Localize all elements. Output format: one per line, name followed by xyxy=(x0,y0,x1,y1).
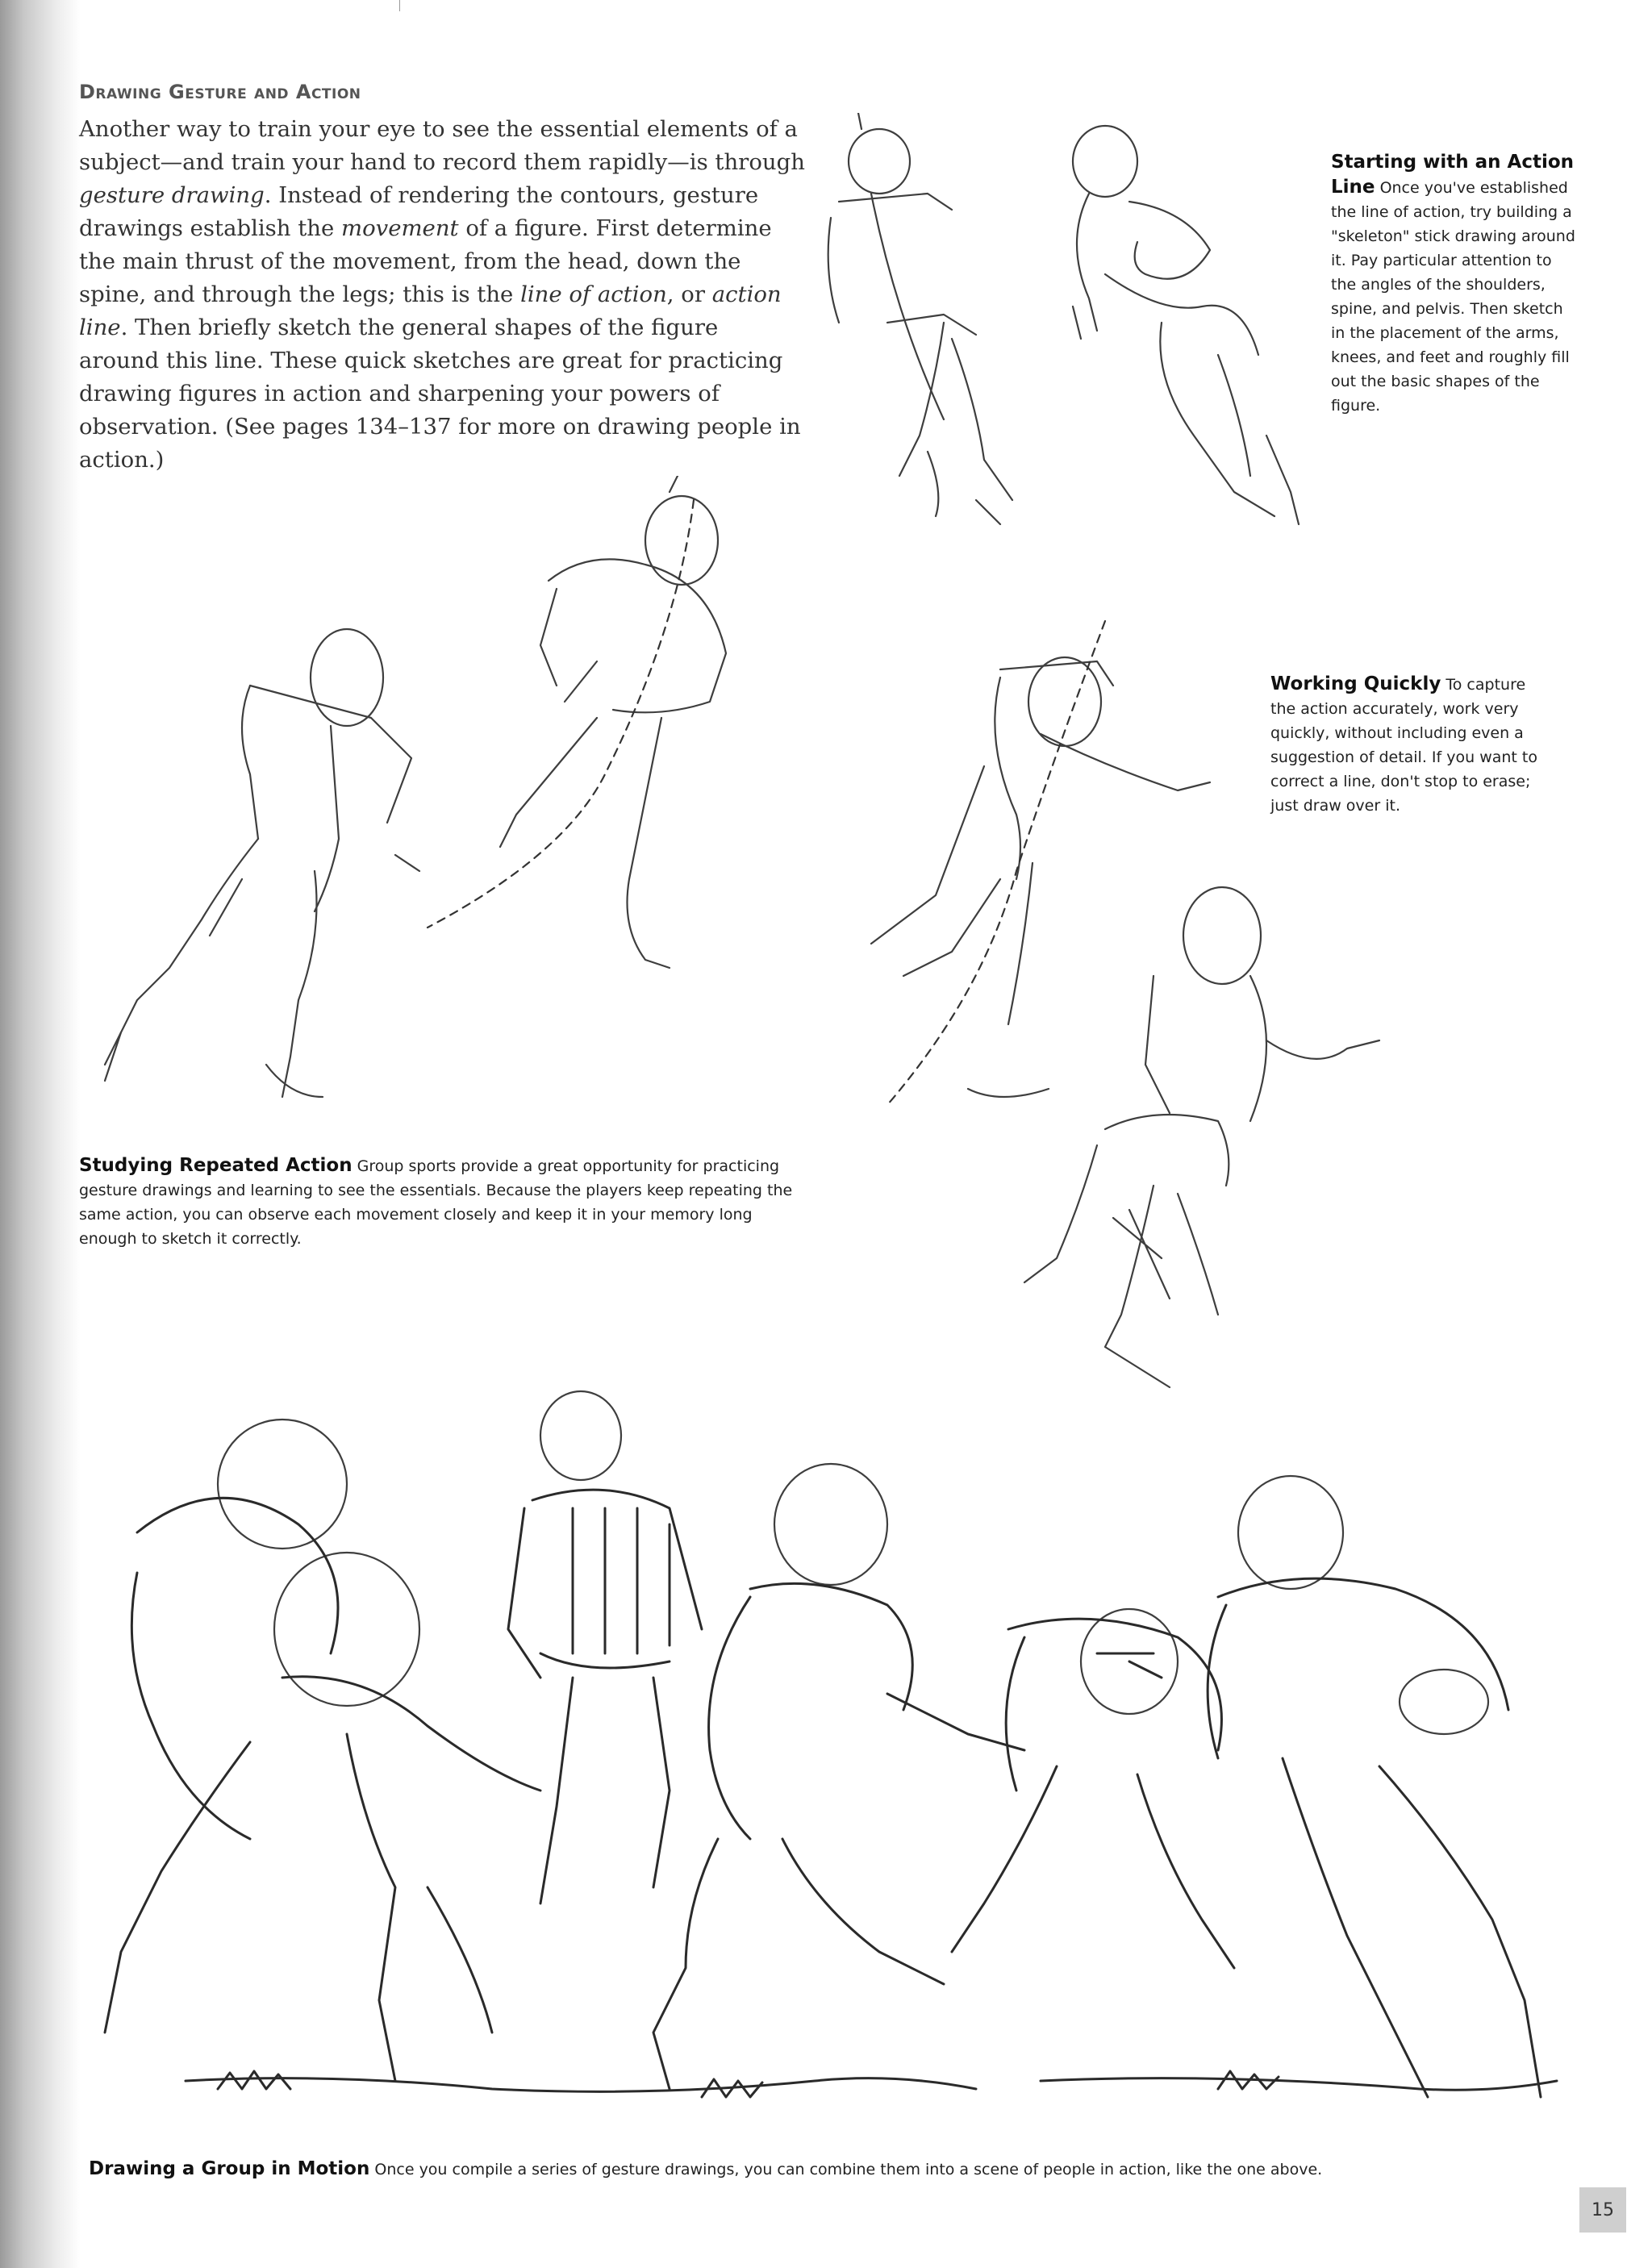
caption-group-in-motion-body: Once you compile a series of gesture drawings, you can combine them into a scene of people in action, like the one above. xyxy=(374,2161,1323,2178)
intro-text-3: of a figure. First determine the main thrust of the movement, from the head, down the spine, and through the legs; this is the xyxy=(79,215,772,307)
intro-text-2: . Instead of rendering the contours, gesture drawings establish the xyxy=(79,182,759,241)
repeated-action-line-of-action xyxy=(403,468,726,952)
intro-term-line-of-action: line of action xyxy=(520,281,667,307)
intro-text-5: . Then briefly sketch the general shapes of the figure around this line. These quick sketches are great for practicing drawing figures in action and sharpening your powers of observation. (See pages 134–137 for more on drawing people in action.) xyxy=(79,315,801,473)
caption-repeated-action-title: Studying Repeated Action xyxy=(79,1155,353,1176)
caption-action-line xyxy=(1331,150,1581,418)
action-line-stick-sketch xyxy=(823,113,1065,532)
caption-action-line-body: Once you've established the line of action, try building a "skeleton" stick drawing around it. Pay particular attention to the angles of the shoulders, spine, and pelvis. Then sketch in the placement of the arms, knees, and feet and roughly fill out the basic shapes of the figure. xyxy=(1331,179,1575,415)
group-in-motion-scene-illustration xyxy=(89,1387,1565,2145)
crop-mark xyxy=(399,0,400,11)
intro-term-movement: movement xyxy=(341,215,459,241)
section-heading: Drawing Gesture and Action xyxy=(79,81,361,103)
page-number: 15 xyxy=(1579,2187,1626,2233)
intro-text-1: Another way to train your eye to see the essential elements of a subject—and train your hand to record them rapidly—is through xyxy=(79,116,805,175)
action-line-figure-sketch xyxy=(1057,113,1323,532)
caption-repeated-action-body: Group sports provide a great opportunity for practicing gesture drawings and learning to see the essentials. Because the players keep repeating the same action, you can observe each movement closely and keep it in your memory long enough to sketch it correctly. xyxy=(79,1157,793,1248)
page-gutter-shadow xyxy=(0,0,81,2268)
intro-paragraph xyxy=(79,113,805,477)
caption-action-line-title: Starting with an Action Line xyxy=(1331,152,1575,198)
intro-text-4: , or xyxy=(666,281,712,307)
intro-term-action-line: action line xyxy=(79,281,782,340)
intro-term-gesture-drawing: gesture drawing xyxy=(79,182,265,208)
working-quickly-sketch-lower xyxy=(1008,879,1387,1395)
caption-group-in-motion xyxy=(89,2157,1541,2182)
caption-group-in-motion-title: Drawing a Group in Motion xyxy=(89,2158,370,2179)
caption-repeated-action xyxy=(79,1153,805,1251)
caption-working-quickly-body: To capture the action accurately, work very quickly, without including even a suggestion of detail. If you want to correct a line, don't stop to erase; just draw over it. xyxy=(1270,676,1537,815)
caption-working-quickly-title: Working Quickly xyxy=(1270,673,1441,694)
caption-working-quickly xyxy=(1270,672,1545,818)
